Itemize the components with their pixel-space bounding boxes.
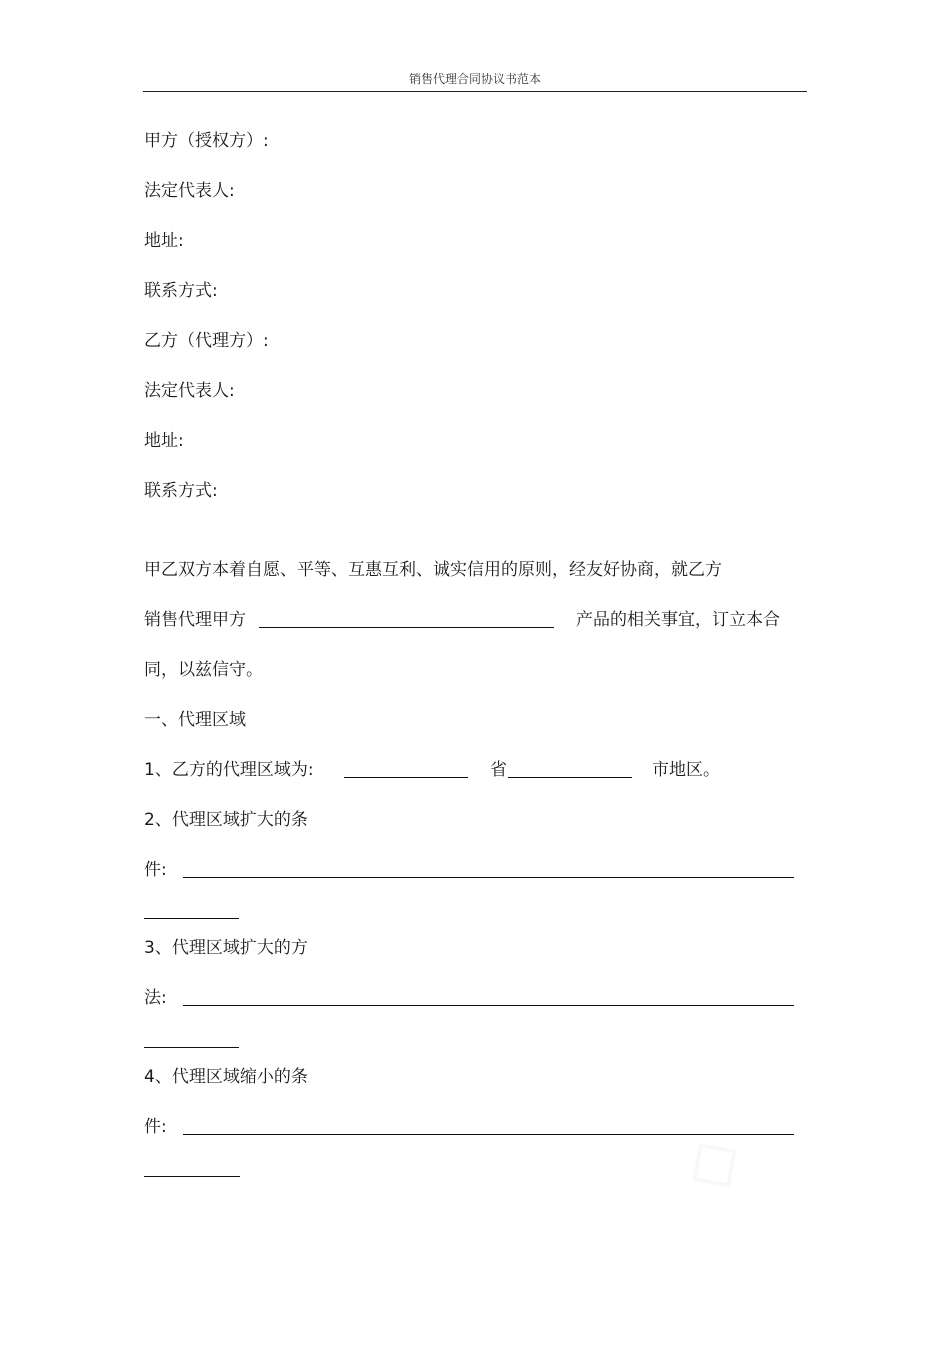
preamble-line-3: 同，以兹信守。 [144, 660, 263, 680]
item-3-heading: 3、代理区域扩大的方 [144, 938, 308, 958]
party-a-address: 地址: [144, 231, 184, 251]
header-divider [143, 91, 807, 92]
preamble-line-2-prefix: 销售代理甲方 [144, 610, 246, 630]
item-1-text: 1、乙方的代理区域为: [144, 760, 314, 780]
item-2-heading: 2、代理区域扩大的条 [144, 810, 308, 830]
party-b-heading: 乙方（代理方）: [144, 331, 269, 351]
header-title: 销售代理合同协议书范本 [408, 72, 541, 86]
party-a-contact: 联系方式: [144, 281, 218, 301]
item-2-label: 件: [144, 860, 167, 880]
item-2-blank-line-2 [144, 918, 239, 919]
faint-watermark: ◇ [665, 1111, 757, 1210]
product-name-blank [259, 627, 554, 628]
item-1-province-label: 省 [490, 760, 507, 780]
party-b-contact: 联系方式: [144, 481, 218, 501]
item-3-blank-line-1 [183, 1005, 794, 1006]
party-b-legal-rep: 法定代表人: [144, 381, 235, 401]
item-4-blank-line-2 [144, 1176, 240, 1177]
section-1-heading: 一、代理区域 [144, 710, 246, 730]
item-2-blank-line-1 [183, 877, 794, 878]
item-4-heading: 4、代理区域缩小的条 [144, 1067, 308, 1087]
province-blank [344, 777, 468, 778]
city-blank [508, 777, 632, 778]
item-3-blank-line-2 [144, 1047, 239, 1048]
party-a-heading: 甲方（授权方）: [144, 131, 269, 151]
party-a-legal-rep: 法定代表人: [144, 181, 235, 201]
item-4-label: 件: [144, 1117, 167, 1137]
party-b-address: 地址: [144, 431, 184, 451]
item-1-city-label: 市地区。 [652, 760, 720, 780]
preamble-line-2-suffix: 产品的相关事宜，订立本合 [576, 610, 780, 630]
preamble-line-1: 甲乙双方本着自愿、平等、互惠互利、诚实信用的原则，经友好协商，就乙方 [144, 560, 722, 580]
item-3-label: 法: [144, 988, 167, 1008]
